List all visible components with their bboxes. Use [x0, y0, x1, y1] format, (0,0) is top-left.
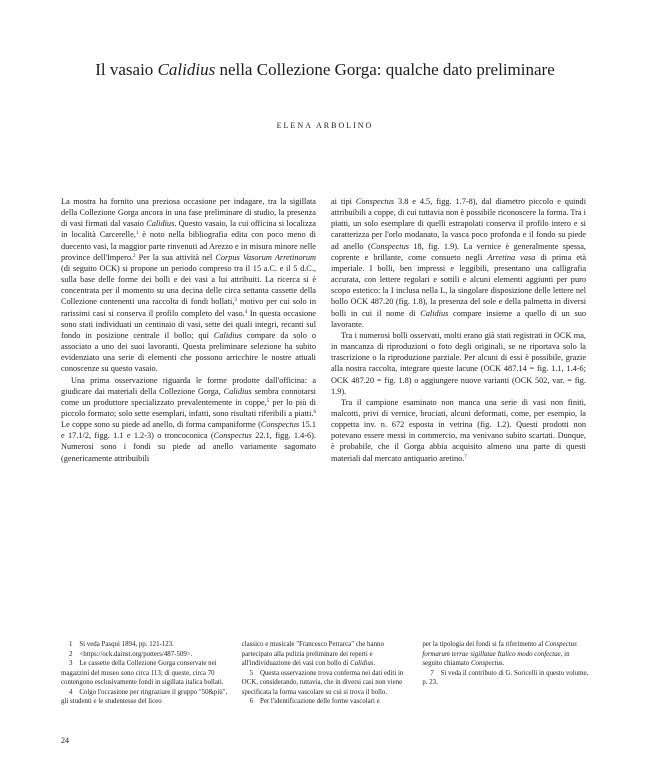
- italic-text: Calidius: [420, 308, 449, 318]
- text: sembra connotarsi come un produttore specializzato prevalentemente in coppe,: [61, 386, 316, 407]
- text: Tra il campione esaminato non manca una serie di vasi non finiti, malcotti, privi di vernice, bruciati, alcuni deformati, come, per esempio, la coppetta inv. n. 672 esposta in vetrina (fig. 1.2). Questi prodotti non potevano essere messi in commercio, ma venivano subito scartati. Dunque, è probabile, che il Gorga abbia acquisito almeno una parte di questi materiali dal mercato antiquario aretino.: [331, 397, 586, 463]
- footnote-4: 4 Colgo l'occasione per ringraziare il gruppo "50&più", gli studenti e le studentesse del liceo: [61, 688, 228, 705]
- footnote-column: [422, 640, 591, 707]
- italic-text: Arretina vasa: [487, 252, 536, 262]
- footnote-ref[interactable]: 7: [464, 454, 467, 460]
- text: 15.1 e 17.1/2, figg. 1.1 e 1.2-3) o troncoconica (: [61, 420, 316, 441]
- text: 22.1, figg. 1.4-6). Numerosi sono i fondi su piede ad anello variamente sagomato (genericamente attribuibili: [61, 431, 316, 463]
- italic-text: Conspectus: [213, 431, 252, 441]
- footnote-1: 1 Si veda Pasqui 1894, pp. 121-123.: [69, 641, 174, 648]
- author-name: ELENA ARBOLINO: [276, 121, 374, 130]
- footnote-ref[interactable]: 5: [266, 398, 270, 404]
- text: di prima età imperiale. I bolli, ben impressi e leggibili, presentano una calligrafia accurata, con lettere regolari e sottili e alcuni elementi aggiunti per puro scopo estetico: la I inclusa nella L, la singolare disposizione delle lettere nel bollo OCK 487.20 (fig. 1.8), la presenza del sole e della palmetta in diversi bolli in cui il nome di: [331, 252, 587, 318]
- italic-text: Calidius: [146, 219, 175, 229]
- text: 18, fig. 1.9). La vernice è generalmente spessa, coprente e brillante, come consueto negli: [331, 241, 586, 262]
- footnote-ref[interactable]: 6: [313, 409, 316, 415]
- footnote-ref[interactable]: 4: [244, 309, 248, 315]
- text: Una prima osservazione riguarda le forme prodotte dall'officina: a giudicare dai materiali della Collezione Gorga,: [61, 375, 316, 396]
- footnote-ref[interactable]: 1: [135, 231, 139, 237]
- italic-text: Calidius: [223, 386, 252, 396]
- body-column-right: [331, 196, 586, 464]
- body-column-left: [61, 196, 316, 464]
- title-prefix: Il vasaio: [95, 60, 154, 79]
- footnote-5: 5 Questa osservazione trova conferma nei dati editi in OCK, considerando, tuttavia, che in diversi casi non viene specificata la forma vascolare su cui si trova il bollo.: [241, 669, 404, 696]
- footnote-4-continued: [242, 640, 411, 669]
- text: compare insieme a quello di un suo lavorante.: [331, 308, 586, 329]
- footnote-ref[interactable]: 2: [133, 253, 136, 259]
- footnote-column: [242, 640, 411, 707]
- text: è noto nella bibliografia edita con poco meno di duecento vasi, la maggior parte rinvenuti ad Arezzo e in misura minore nelle province dell'Impero.: [61, 230, 316, 262]
- text: motivo per cui solo in rarissimi casi si conserva il profilo completo del vaso.: [61, 297, 316, 318]
- italic-text: Conspectus: [370, 241, 409, 251]
- footnote-6-continued: [422, 640, 591, 669]
- text: .: [373, 660, 376, 667]
- text: classico e musicale "Francesco Petrarca" che hanno partecipato alla pulizia preliminare dei reperti e all'individuazione dei vasi con bollo di: [241, 641, 384, 667]
- italic-text: Conspectus formarum terrae sigillatae Italico modo confectae: [422, 641, 577, 658]
- italic-text: Conspectus: [355, 197, 395, 206]
- text: , in seguito chiamato: [422, 650, 570, 667]
- paragraph-forms: [61, 375, 316, 464]
- text: In questa occasione sono stati individuati un centinaio di vasi, sette dei quali integri, recanti sul fondo in posizione centrale il bollo; qui: [61, 308, 316, 340]
- text: per la tipologia dei fondi si fa riferimento al: [422, 641, 545, 648]
- italic-text: Conspectus: [470, 660, 503, 667]
- page-number: 24: [61, 736, 69, 745]
- text: Le coppe sono su piede ad anello, di forma campaniforme (: [61, 420, 261, 430]
- footnote-column: [61, 640, 230, 707]
- text: Tra i numerosi bolli osservati, molti erano già stati registrati in OCK ma, in mancanza di riproduzioni o foto degli originali, se ne riportava solo la trascrizione o la riproduzione parziale. Per alcuni di essi è possibile, grazie alla nostra raccolta, integrare queste lacune (OCK 487.14 = fig. 1.1, 1.4-6; OCK 487.20 = fig. 1.8) o aggiungere nuove varianti (OCK 502, var. = fig. 1.9).: [331, 330, 586, 396]
- footnote-ref[interactable]: 3: [234, 298, 237, 304]
- page-title: [0, 60, 650, 80]
- title-italic-name: Calidius: [157, 60, 216, 79]
- paragraph-forms-continued: [331, 196, 586, 330]
- footnotes: [61, 640, 591, 707]
- text: compare da solo o associato a uno dei suoi lavoranti. Questa preliminare selezione ha subito evidenziato una serie di elementi che possono arricchire le nostre attuali conoscenze su questo vasaio.: [61, 330, 317, 374]
- footnote-3: 3 Le cassette della Collezione Gorga conservate nei magazzini del museo sono circa 113; di queste, circa 70 contengono esclusivamente fondi in sigillata italica bollati.: [61, 660, 224, 686]
- text: La mostra ha fornito una preziosa occasione per indagare, tra la sigillata della Collezione Gorga ancora in una fase preliminare di studio, la presenza di vasi firmati dal vasaio: [61, 197, 316, 229]
- footnote-6: 6 Per l'identificazione delle forme vascolari e: [249, 698, 380, 705]
- footnote-7: 7 Si veda il contributo di G. Soricelli in questo volume, p. 23.: [422, 669, 589, 686]
- italic-text: Conspectus: [260, 420, 300, 430]
- italic-text: Calidius: [213, 330, 242, 340]
- paragraph-samples: [331, 397, 586, 464]
- italic-text: Calidius: [350, 660, 374, 667]
- text: per lo più di piccolo formato; solo sette esemplari, infatti, sono risultati riferibili a piatti.: [61, 397, 316, 418]
- text: (di seguito OCK) si propone un periodo compreso tra il 15 a.C. e il 5 d.C., sulla base delle forme dei bolli e dei vasi a lui attribuiti. La ricerca si è concentrata per il momento su una decina delle circa settanta cassette della Collezione contenenti una raccolta di fondi bollati,: [61, 263, 316, 307]
- italic-text: Corpus Vasorum Arretinorum: [215, 252, 316, 262]
- text: ai tipi: [331, 197, 356, 206]
- title-suffix: nella Collezione Gorga: qualche dato preliminare: [219, 60, 555, 79]
- text: .: [502, 660, 505, 667]
- paragraph-intro: [61, 196, 316, 375]
- text: . Questo vasaio, la cui officina si localizza in località Carcerelle,: [61, 219, 316, 240]
- footnote-2[interactable]: 2 <https://ock.dainst.org/potters/487-509>.: [69, 650, 193, 658]
- paragraph-stamps: [331, 330, 586, 397]
- text: Per la sua attività nel: [135, 252, 216, 262]
- text: 3.8 e 4.5, figg. 1.7-8), dal diametro piccolo e quindi attribuibili a coppe, di cui tuttavia non è possibile riconoscere la forma. Tra i piatti, un solo esemplare di quelli estrapolati conserva il profilo intero e si caratterizza per l'orlo modanato, la vasca poco profonda e il fondo su piede ad anello (: [331, 197, 587, 251]
